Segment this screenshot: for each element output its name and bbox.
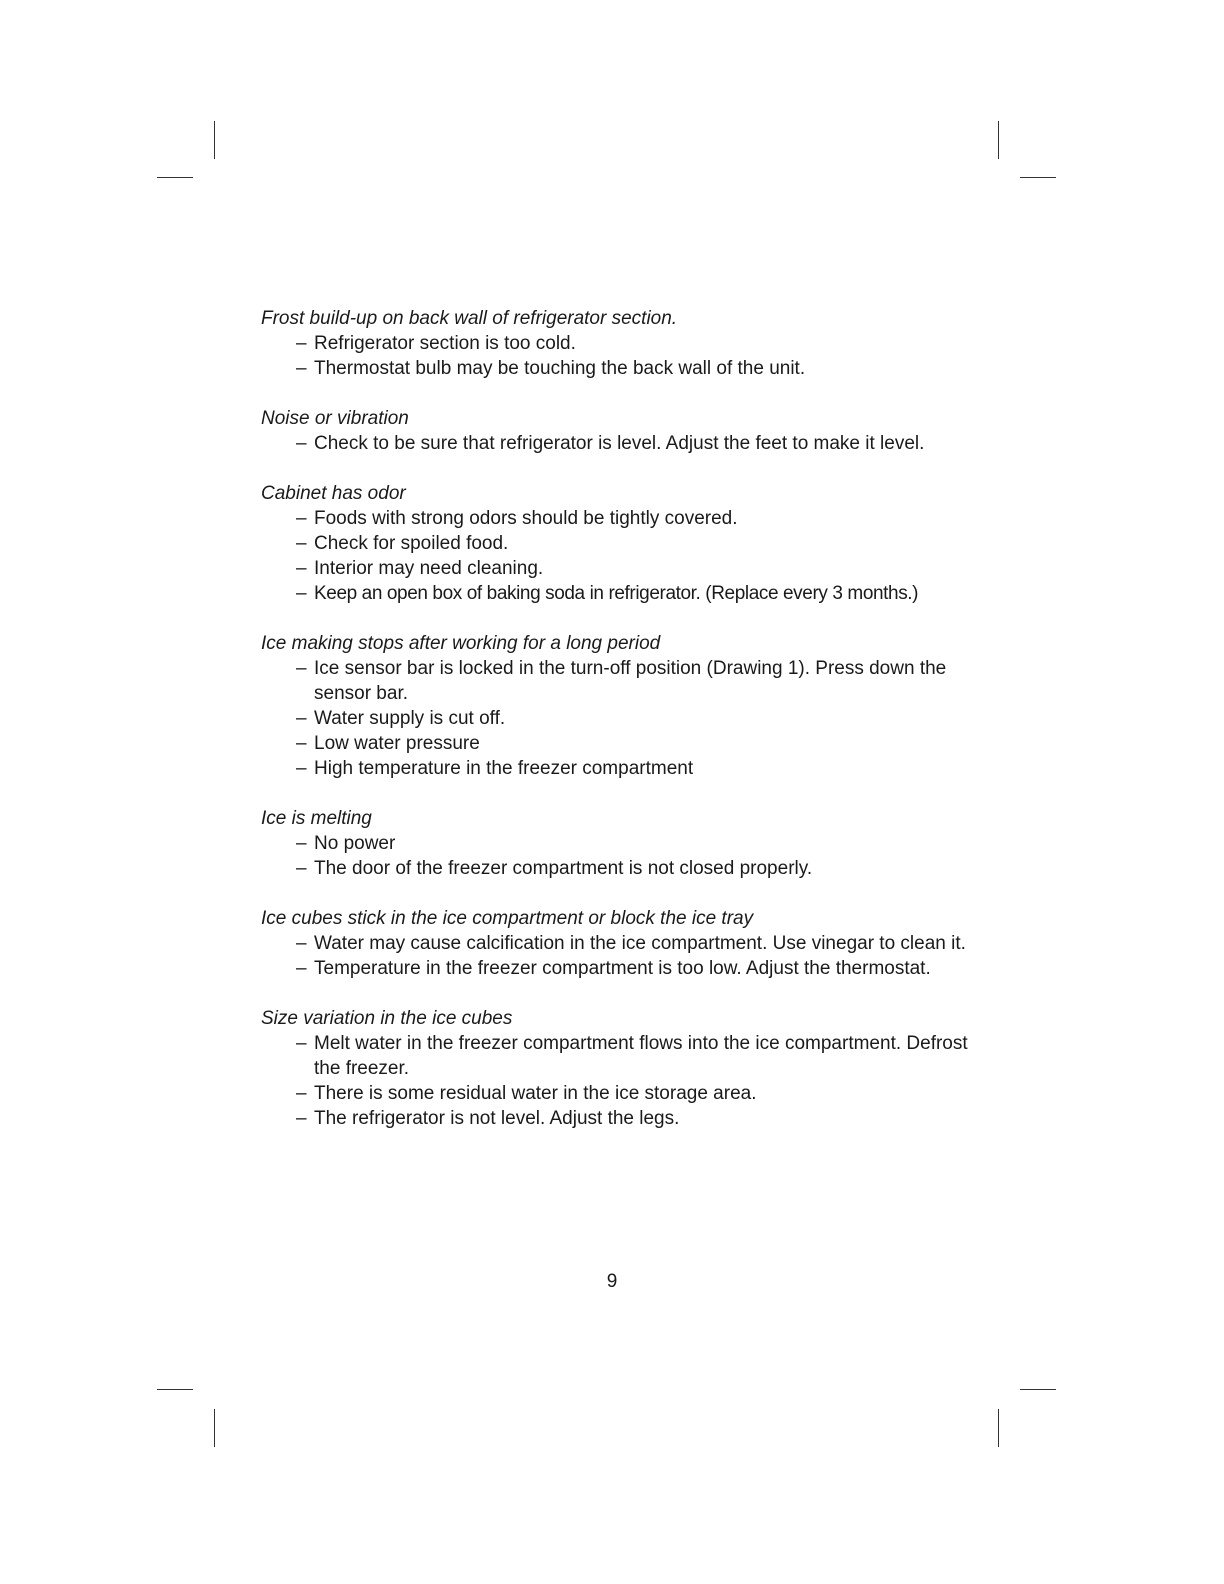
list-item: – High temperature in the freezer compartment [261,756,981,781]
item-list [261,831,981,881]
crop-mark-top-right-vertical [998,121,999,159]
list-item: – Ice sensor bar is locked in the turn-off position (Drawing 1). Press down the sensor bar. [261,656,981,706]
item-list [261,506,981,606]
list-item: – Melt water in the freezer compartment flows into the ice compartment. Defrost the freezer. [261,1031,981,1081]
section-heading: Cabinet has odor [261,483,406,504]
section-heading: Noise or vibration [261,408,409,429]
crop-mark-top-left-horizontal [157,177,193,178]
section-heading: Ice cubes stick in the ice compartment or block the ice tray [261,908,754,929]
list-item: – Check for spoiled food. [261,531,981,556]
page-number: 9 [606,1271,618,1292]
list-item: – The door of the freezer compartment is not closed properly. [261,856,981,881]
list-item: – Water supply is cut off. [261,706,981,731]
item-list [261,931,981,981]
list-item: – Water may cause calcification in the ice compartment. Use vinegar to clean it. [261,931,981,956]
item-list [261,431,981,456]
crop-mark-bottom-left-vertical [214,1409,215,1447]
section-heading: Frost build-up on back wall of refrigerator section. [261,308,678,329]
section-heading: Ice is melting [261,808,372,829]
crop-mark-top-left-vertical [214,121,215,159]
list-item: – Check to be sure that refrigerator is level. Adjust the feet to make it level. [261,431,981,456]
section-size-variation [261,1006,981,1131]
list-item: – Thermostat bulb may be touching the back wall of the unit. [261,356,981,381]
section-ice-is-melting [261,806,981,881]
crop-mark-bottom-right-vertical [998,1409,999,1447]
list-item: – Temperature in the freezer compartment is too low. Adjust the thermostat. [261,956,981,981]
item-list [261,331,981,381]
crop-mark-bottom-left-horizontal [157,1389,193,1390]
crop-mark-top-right-horizontal [1020,177,1056,178]
list-item: – Interior may need cleaning. [261,556,981,581]
section-ice-making-stops [261,631,981,781]
list-item: – Refrigerator section is too cold. [261,331,981,356]
crop-mark-bottom-right-horizontal [1020,1389,1056,1390]
list-item: – The refrigerator is not level. Adjust the legs. [261,1106,981,1131]
list-item: – There is some residual water in the ice storage area. [261,1081,981,1106]
section-cabinet-has-odor [261,481,981,606]
item-list [261,1031,981,1131]
section-heading: Ice making stops after working for a long period [261,633,661,654]
list-item: – Low water pressure [261,731,981,756]
list-item: – No power [261,831,981,856]
section-ice-cubes-stick [261,906,981,981]
section-noise-or-vibration [261,406,981,456]
item-list [261,656,981,781]
list-item: – Keep an open box of baking soda in refrigerator. (Replace every 3 months.) [261,581,981,606]
section-heading: Size variation in the ice cubes [261,1008,513,1029]
troubleshooting-content [261,306,981,1156]
list-item: – Foods with strong odors should be tightly covered. [261,506,981,531]
section-frost-build-up [261,306,981,381]
